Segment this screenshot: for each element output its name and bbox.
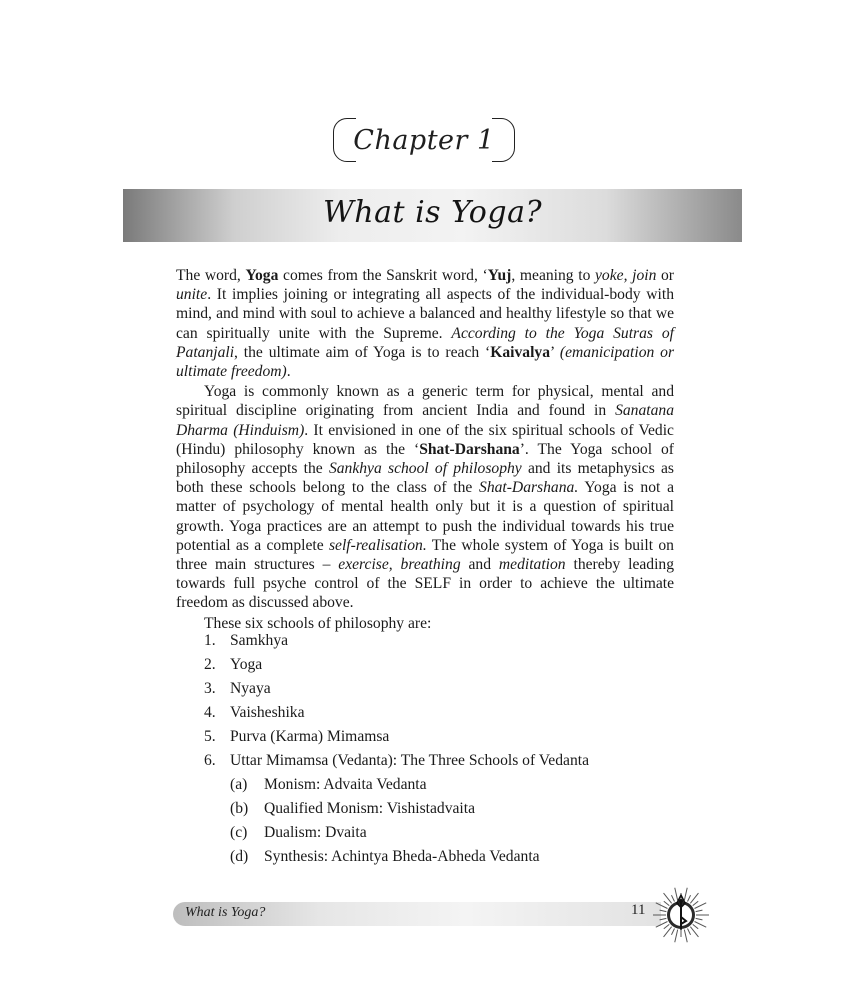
bold-term: Yoga (245, 267, 279, 284)
text-run: . It envisioned in one of the six spiritual schools of Vedic (Hindu) philosophy known as the ‘ (176, 421, 674, 458)
text-run: ’ (550, 343, 560, 361)
text-run: , the ultimate aim of Yoga is to reach ‘ (234, 343, 491, 361)
italic-term: Shat-Darshana. (479, 479, 579, 497)
running-footer-title: What is Yoga? (185, 905, 266, 920)
italic-term: yoke, join (595, 267, 657, 284)
bold-term: Shat-Darshana (419, 440, 520, 458)
italic-term: (emanicipation or ultimate freedom) (176, 343, 675, 381)
text-run: ’. The Yoga school of philosophy accepts the (176, 440, 674, 478)
list-item: 2. Yoga (204, 656, 263, 673)
bold-term: Yuj (487, 267, 512, 284)
italic-term: meditation (498, 556, 566, 574)
list-item: 3. Nyaya (204, 680, 271, 697)
list-intro: These six schools of philosophy are: (204, 614, 432, 632)
sub-list-item: (c) Dualism: Dvaita (230, 824, 367, 841)
text-run: or (656, 267, 675, 284)
body-text (176, 266, 674, 633)
list-item: 1. Samkhya (204, 632, 289, 649)
italic-term: Sanatana Dharma (Hinduism) (176, 402, 674, 439)
page-title: What is Yoga? (322, 195, 543, 230)
text-run: The whole system of Yoga is built on three main structures – (176, 536, 674, 574)
list-item: 6. Uttar Mimamsa (Vedanta): The Three Schools of Vedanta (204, 752, 589, 769)
text-run: and (460, 556, 499, 574)
italic-term: According to the Yoga Sutras of Patanjali (176, 324, 674, 361)
paragraph (176, 266, 674, 381)
text-run: thereby leading towards full psyche control of the SELF in order to achieve the ultimate freedom as discussed above. (176, 556, 675, 612)
footer-band (173, 902, 661, 926)
sub-list-item: (a) Monism: Advaita Vedanta (230, 776, 427, 793)
page-number: 11 (631, 902, 646, 918)
text-run: Yoga is commonly known as a generic term for physical, mental and spiritual discipline originating from ancient India and found in (176, 383, 674, 420)
text-run: , meaning to (511, 267, 596, 284)
title-band (123, 189, 742, 242)
paragraph (176, 382, 674, 612)
yoga-pose-sunburst-icon (652, 884, 710, 946)
chapter-label: Chapter 1 (353, 125, 495, 156)
bold-term: Kaivalya (490, 343, 550, 361)
text-run: comes from the Sanskrit word, ‘ (278, 267, 488, 284)
italic-term: exercise, breathing (338, 556, 461, 574)
text-run: Yoga is not a matter of psychology of mental health only but it is a question of spiritual growth. Yoga practices are an attempt to push the individual towards his true potential as a complete (176, 479, 674, 554)
chapter-heading-frame (333, 118, 515, 162)
schools-list (204, 631, 674, 871)
italic-term: unite (176, 286, 208, 304)
list-item: 4. Vaisheshika (204, 704, 305, 721)
text-run: . It implies joining or integrating all aspects of the individual-body with mind, and mind with soul to achieve a balanced and healthy lifestyle so that we can spiritually unite with the Supreme. (176, 286, 674, 342)
text-run: and its metaphysics as both these schools belong to the class of the (176, 460, 674, 497)
italic-term: self-realisation. (328, 536, 427, 554)
sub-list-item: (b) Qualified Monism: Vishistadvaita (230, 800, 476, 817)
text-run: The word, (176, 267, 246, 284)
italic-term: Sankhya school of philosophy (328, 460, 522, 478)
list-item: 5. Purva (Karma) Mimamsa (204, 728, 390, 745)
text-run: . (286, 363, 291, 381)
sub-list-item: (d) Synthesis: Achintya Bheda-Abheda Vedanta (230, 848, 540, 865)
